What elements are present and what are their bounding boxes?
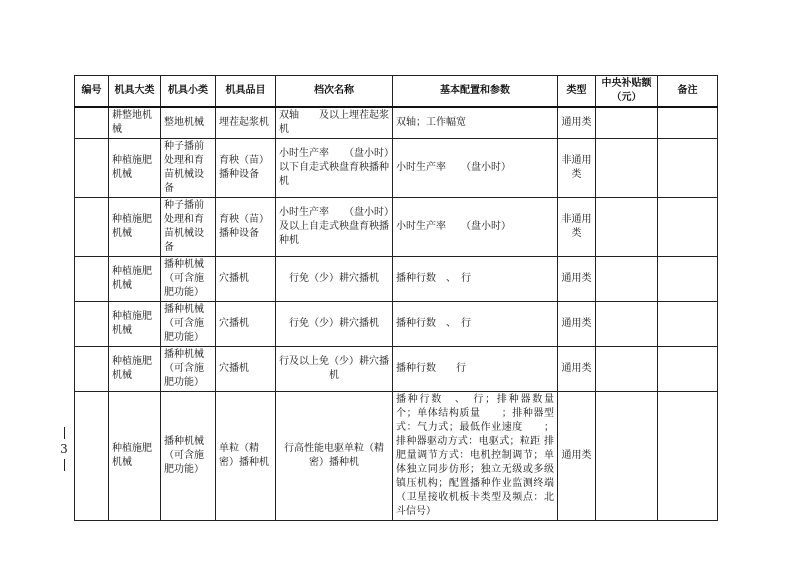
table-row	[75, 392, 718, 521]
cell-config: 小时生产率 （盘小时）	[393, 198, 558, 257]
cell-type: 非通用类	[558, 198, 596, 257]
cell-subsidy	[596, 257, 658, 302]
table-row	[75, 257, 718, 302]
cell-minor: 播种机械（可含施肥功能）	[161, 257, 216, 302]
cell-remark	[658, 257, 718, 302]
cell-subsidy	[596, 392, 658, 521]
cell-remark	[658, 302, 718, 347]
header-type: 类型	[558, 76, 596, 108]
header-item: 机具品目	[216, 76, 276, 108]
cell-minor: 播种机械（可含施肥功能）	[161, 302, 216, 347]
cell-type: 通用类	[558, 347, 596, 392]
cell-minor: 种子播前处理和育苗机械设备	[161, 198, 216, 257]
cell-grade: 行免（少）耕穴播机	[276, 302, 393, 347]
cell-major: 种植施肥机械	[109, 139, 161, 198]
cell-grade: 小时生产率 （盘小时）及以上自走式秧盘育秧播种机	[276, 198, 393, 257]
table-row	[75, 107, 718, 139]
cell-major: 种植施肥机械	[109, 347, 161, 392]
header-major-category: 机具大类	[109, 76, 161, 108]
cell-major: 种植施肥机械	[109, 392, 161, 521]
cell-major: 耕整地机械	[109, 107, 161, 139]
cell-major: 种植施肥机械	[109, 257, 161, 302]
cell-item: 穴播机	[216, 257, 276, 302]
cell-subsidy	[596, 198, 658, 257]
cell-type: 非通用类	[558, 139, 596, 198]
cell-grade: 行高性能电驱单粒（精密）播种机	[276, 392, 393, 521]
cell-config: 播种行数 、 行	[393, 302, 558, 347]
header-minor-category: 机具小类	[161, 76, 216, 108]
cell-remark	[658, 392, 718, 521]
cell-grade: 行及以上免（少）耕穴播机	[276, 347, 393, 392]
page-number-value: 3	[60, 442, 68, 456]
page-number	[56, 425, 72, 473]
cell-type: 通用类	[558, 302, 596, 347]
table-row	[75, 347, 718, 392]
cell-config: 双轴；工作幅宽	[393, 107, 558, 139]
cell-item: 育秧（苗）播种设备	[216, 198, 276, 257]
cell-no	[75, 347, 109, 392]
table-row	[75, 198, 718, 257]
cell-no	[75, 302, 109, 347]
cell-remark	[658, 107, 718, 139]
cell-minor: 播种机械（可含施肥功能）	[161, 392, 216, 521]
cell-config: 播种行数 、 行	[393, 257, 558, 302]
cell-grade: 小时生产率 （盘小时）以下自走式秧盘育秧播种机	[276, 139, 393, 198]
cell-subsidy	[596, 347, 658, 392]
cell-minor: 种子播前处理和育苗机械设备	[161, 139, 216, 198]
cell-item: 埋茬起浆机	[216, 107, 276, 139]
cell-no	[75, 107, 109, 139]
header-no: 编号	[75, 76, 109, 108]
table-header-row	[75, 76, 718, 108]
table-row	[75, 302, 718, 347]
cell-config: 小时生产率 （盘小时）	[393, 139, 558, 198]
cell-remark	[658, 347, 718, 392]
header-remark: 备注	[658, 76, 718, 108]
cell-grade: 行免（少）耕穴播机	[276, 257, 393, 302]
cell-type: 通用类	[558, 107, 596, 139]
cell-config: 播种行数 行	[393, 347, 558, 392]
cell-subsidy	[596, 302, 658, 347]
cell-no	[75, 392, 109, 521]
cell-no	[75, 257, 109, 302]
cell-item: 单粒（精密）播种机	[216, 392, 276, 521]
cell-minor: 整地机械	[161, 107, 216, 139]
cell-item: 穴播机	[216, 347, 276, 392]
cell-item: 穴播机	[216, 302, 276, 347]
table-row	[75, 139, 718, 198]
cell-remark	[658, 139, 718, 198]
header-grade-name: 档次名称	[276, 76, 393, 108]
cell-no	[75, 198, 109, 257]
cell-subsidy	[596, 139, 658, 198]
cell-grade: 双轴 及以上埋茬起浆机	[276, 107, 393, 139]
cell-no	[75, 139, 109, 198]
header-config: 基本配置和参数	[393, 76, 558, 108]
cell-major: 种植施肥机械	[109, 198, 161, 257]
cell-type: 通用类	[558, 392, 596, 521]
cell-minor: 播种机械（可含施肥功能）	[161, 347, 216, 392]
cell-remark	[658, 198, 718, 257]
cell-subsidy	[596, 107, 658, 139]
cell-major: 种植施肥机械	[109, 302, 161, 347]
cell-item: 育秧（苗）播种设备	[216, 139, 276, 198]
header-subsidy: 中央补贴额（元）	[596, 76, 658, 108]
subsidy-catalog-table	[74, 75, 718, 521]
cell-type: 通用类	[558, 257, 596, 302]
cell-config: 播种行数 、 行；排种器数量 个；单体结构质量 ；排种器型式：气力式；最低作业速度 ；排种器驱动方式：电驱式；粒距 排肥量调节方式：电机控制调节；单体独立同步仿形；独立无级或多级镇压机构；配置播种作业监测终端（卫星接收机板卡类型及频点：北斗信号）	[393, 392, 558, 521]
